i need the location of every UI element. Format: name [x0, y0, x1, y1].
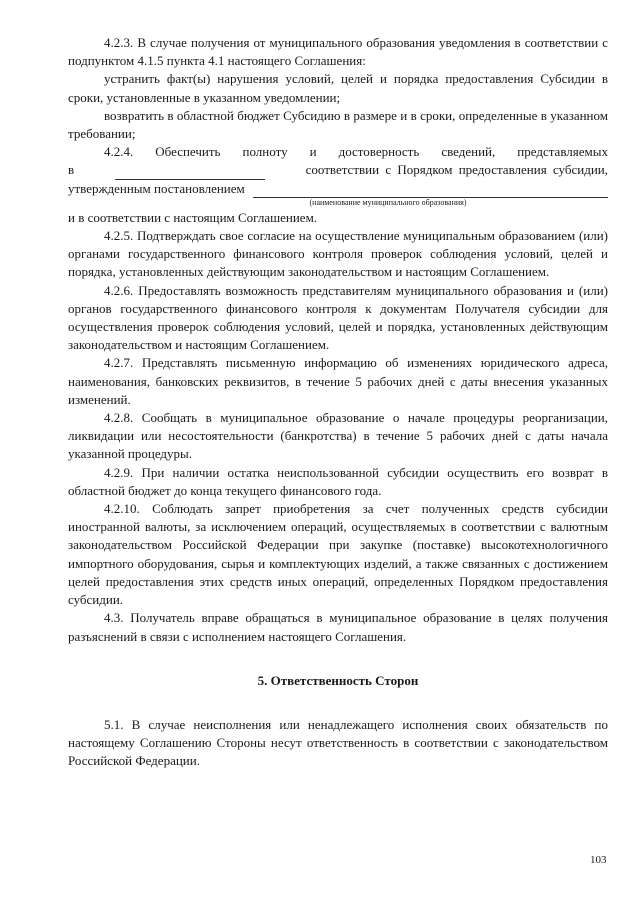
paragraph-4-2-9: 4.2.9. При наличии остатка неиспользованной субсидии осуществить его возврат в областной бюджет до конца текущего финансового года. — [68, 464, 608, 498]
paragraph-5-1: 5.1. В случае неисполнения или ненадлежащего исполнения своих обязательств по настоящему Соглашению Стороны несут ответственность в соответствии с законодательством Российской Федерации. — [68, 716, 608, 769]
municipality-blank-2 — [253, 185, 608, 198]
paragraph-4-2-4: 4.2.4. Обеспечить полноту и достоверность сведений, представляемых — [104, 144, 608, 160]
paragraph-4-2-4-end: и в соответствии с настоящим Соглашением. — [68, 209, 318, 225]
paragraph-4-2-4-blank-line — [68, 161, 608, 179]
paragraph-4-2-3-b: возвратить в областной бюджет Субсидию в размере и в сроки, определенные в указанном требовании; — [68, 107, 608, 142]
paragraph-4-3: 4.3. Получатель вправе обращаться в муниципальное образование в целях получения разъяснений в связи с исполнением настоящего Соглашения. — [68, 610, 608, 644]
paragraph-4-2-6: 4.2.6. Предоставлять возможность представителям муниципального образования и (или) органов государственного финансового контроля к документам Получателя субсидии для осуществления проверок соблюдения условий, целей и порядка, установленных действующим законодательством и настоящим Соглашением. — [68, 282, 608, 353]
section-5-heading: 5. Ответственность Сторон — [257, 672, 419, 688]
paragraph-4-2-8: 4.2.8. Сообщать в муниципальное образование о начале процедуры реорганизации, ликвидации или несостоятельности (банкротства) в течение 5 рабочих дней с даты начала указанной процедуры. — [68, 410, 608, 462]
word-v: в — [68, 162, 75, 178]
municipality-blank-1 — [115, 167, 265, 180]
approved-by-text: утвержденным постановлением — [68, 180, 245, 196]
paragraph-4-2-4-mid: соответствии с Порядком предоставления субсидии, — [305, 162, 608, 178]
paragraph-4-2-5: 4.2.5. Подтверждать свое согласие на осуществление муниципальным образованием (или) органами государственного финансового контроля проверок соблюдения условий, целей и порядка, установленных действующим законодательством и настоящим Соглашением. — [68, 228, 608, 280]
page-number: 103 — [590, 854, 607, 866]
paragraph-4-2-3: 4.2.3. В случае получения от муниципального образования уведомления в соответствии с подпунктом 4.1.5 пункта 4.1 настоящего Соглашения: — [68, 35, 608, 69]
paragraph-4-2-10: 4.2.10. Соблюдать запрет приобретения за счет полученных средств субсидии иностранной валюты, за исключением операций, осуществляемых в соответствии с валютным законодательством Российской Федерации при закупке (поставке) высокотехнологичного импортного оборудования, сырья и комплектующих изделий, а также связанных с достижением целей предоставления этих средств иных операций, определенных Порядком предоставления субсидии. — [68, 501, 608, 608]
paragraph-4-2-7: 4.2.7. Представлять письменную информацию об изменениях юридического адреса, наименования, банковских реквизитов, в течение 5 рабочих дней с даты внесения указанных изменений. — [68, 355, 608, 407]
municipality-caption: (наименование муниципального образования) — [309, 197, 467, 207]
document-body — [68, 34, 608, 771]
approved-by-line — [68, 180, 608, 198]
paragraph-4-2-3-a: устранить факт(ы) нарушения условий, целей и порядка предоставления Субсидии в сроки, установленные в указанном уведомлении; — [68, 71, 608, 105]
